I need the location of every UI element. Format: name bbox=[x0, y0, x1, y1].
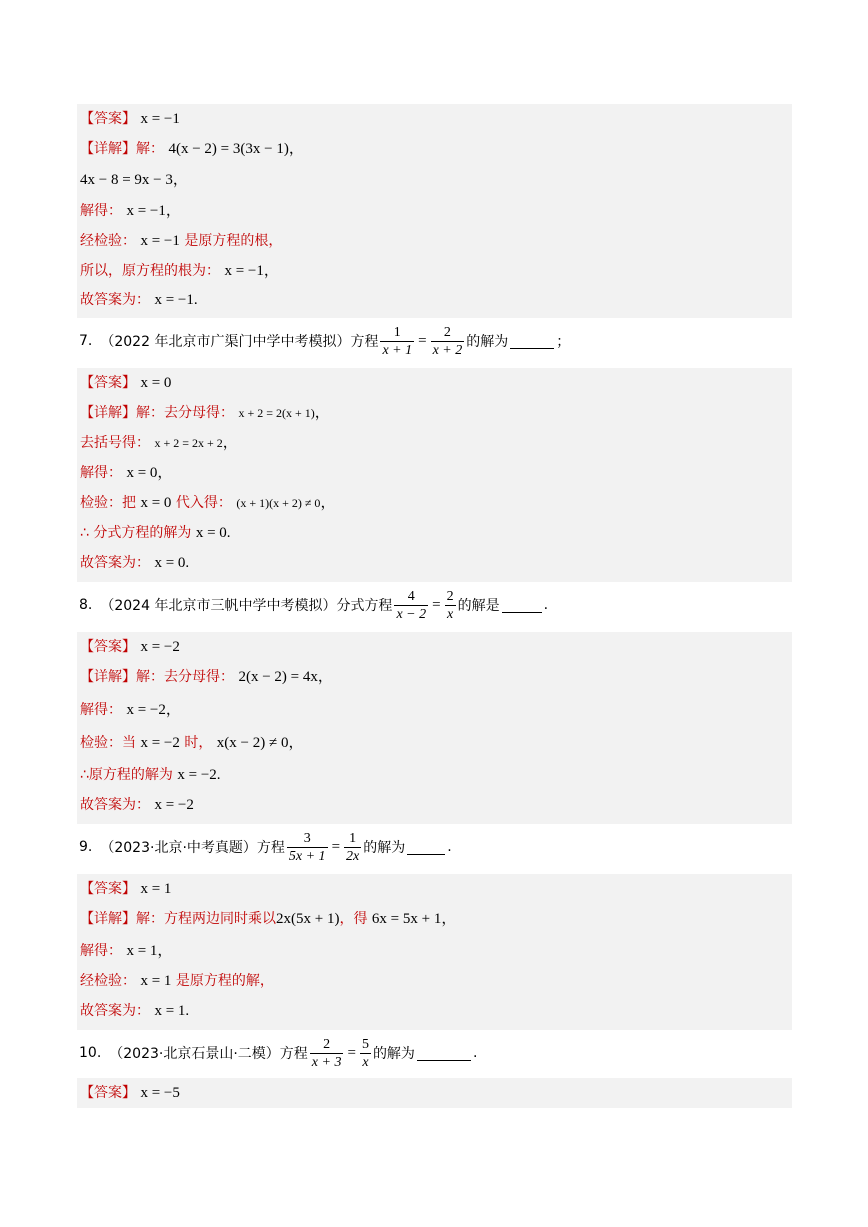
solve-line: 解得： x = 1， bbox=[80, 943, 173, 959]
check-line: 检验：当 x = −2 时， x(x − 2) ≠ 0， bbox=[80, 735, 304, 751]
check-line: 经检验： x = −1 是原方程的根， bbox=[80, 233, 283, 249]
final-line: 故答案为： x = 1. bbox=[80, 1003, 190, 1019]
answer-line: 【答案】 x = −5 bbox=[80, 1085, 180, 1101]
question-7: 7. （2022 年北京市广渠门中学中考模拟）方程 $\frac{1}{x + 1}$ = $\frac{2}{x + 2}$ 的解为 ； bbox=[79, 324, 571, 358]
answer-value: x = −1 bbox=[140, 111, 180, 127]
check-line: 检验：把 x = 0 代入得： (x + 1)(x + 2) ≠ 0， bbox=[80, 495, 336, 511]
answer-line: 【答案】 x = −1 bbox=[80, 111, 180, 127]
answer-line: 【答案】 x = 1 bbox=[80, 881, 172, 897]
conclusion-line: ∴原方程的解为 x = −2. bbox=[80, 767, 221, 783]
equation: 4(x − 2) = 3(3x − 1) bbox=[168, 141, 289, 157]
final-line: 故答案为： x = −1. bbox=[80, 292, 198, 308]
answer-blank bbox=[417, 1046, 471, 1061]
solve-line: 解得： x = −1， bbox=[80, 203, 181, 219]
fraction: $\frac{4}{x - 2}$ bbox=[396, 588, 427, 622]
step-line: 4x − 8 = 9x − 3， bbox=[80, 172, 188, 188]
question-9: 9. （2023·北京·中考真题）方程 $\frac{3}{5x + 1}$ = $\frac{1}{2x}$ 的解为 . bbox=[79, 830, 452, 864]
fraction: $\frac{2}{x + 3}$ bbox=[311, 1036, 342, 1070]
solution-block-10 bbox=[77, 1078, 792, 1108]
final-line: 故答案为： x = −2 bbox=[80, 797, 194, 813]
fraction: $\frac{5}{x}$ bbox=[361, 1036, 369, 1070]
solution-block-8 bbox=[77, 632, 792, 824]
fraction: $\frac{2}{x}$ bbox=[446, 588, 454, 622]
final-line: 故答案为： x = 0. bbox=[80, 555, 190, 571]
answer-line: 【答案】 x = 0 bbox=[80, 375, 172, 391]
solution-block-7 bbox=[77, 368, 792, 582]
detail-line: 【详解】解：去分母得： x + 2 = 2(x + 1)， bbox=[80, 405, 330, 421]
answer-blank bbox=[502, 598, 542, 613]
conclusion-line: ∴ 分式方程的解为 x = 0. bbox=[80, 525, 231, 541]
detail-line: 【详解】解：去分母得： 2(x − 2) = 4x， bbox=[80, 669, 333, 685]
answer-line: 【答案】 x = −2 bbox=[80, 639, 180, 655]
conclusion-line: 所以，原方程的根为： x = −1， bbox=[80, 263, 279, 279]
solution-block-9 bbox=[77, 874, 792, 1030]
answer-blank bbox=[407, 840, 445, 855]
solve-line: 解得： x = 0， bbox=[80, 465, 173, 481]
check-line: 经检验： x = 1 是原方程的解， bbox=[80, 973, 274, 989]
step-line: 去括号得： x + 2 = 2x + 2， bbox=[80, 435, 238, 451]
answer-blank bbox=[510, 334, 554, 349]
fraction: $\frac{3}{5x + 1}$ bbox=[288, 830, 326, 864]
detail-line: 【详解】解：方程两边同时乘以2x(5x + 1)，得 6x = 5x + 1， bbox=[80, 911, 457, 927]
detail-line: 【详解】解： 4(x − 2) = 3(3x − 1)， bbox=[80, 141, 304, 157]
question-10: 10. （2023·北京石景山·二模）方程 $\frac{2}{x + 3}$ = $\frac{5}{x}$ 的解为 . bbox=[79, 1036, 478, 1070]
solution-block-6 bbox=[77, 104, 792, 318]
fraction: $\frac{1}{2x}$ bbox=[346, 830, 360, 864]
question-8: 8. （2024 年北京市三帆中学中考模拟）分式方程 $\frac{4}{x - 2}$ = $\frac{2}{x}$ 的解是 . bbox=[79, 588, 549, 622]
solve-line: 解得： x = −2， bbox=[80, 702, 181, 718]
fraction: $\frac{2}{x + 2}$ bbox=[432, 324, 463, 358]
fraction: $\frac{1}{x + 1}$ bbox=[382, 324, 413, 358]
